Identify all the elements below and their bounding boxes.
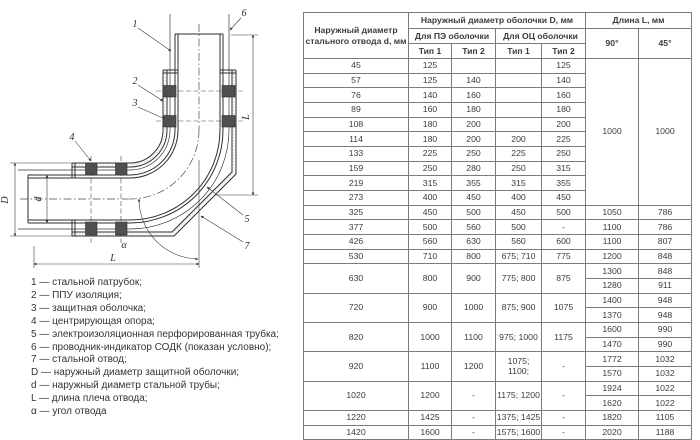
table-cell-oc1 [496,59,542,74]
table-cell-oc2: 875 [542,264,586,293]
table-cell-d: 45 [304,59,409,74]
legend-item: 6 — проводник-индикатор СОДК (показан условно); [31,341,272,353]
table-cell-oc1: 875; 900 [496,293,542,322]
table-cell-d: 325 [304,205,409,220]
table-cell-oc1 [496,73,542,88]
table-cell-pe1: 140 [409,88,452,103]
table-cell-pe2: 560 [452,220,496,235]
table-cell-oc2: 315 [542,161,586,176]
table-cell-pe2: 900 [452,264,496,293]
table-row [304,59,692,74]
table-cell-oc1: 315 [496,176,542,191]
table-cell-d: 820 [304,323,409,352]
header-row [304,13,692,29]
elbow-drawing [0,0,303,276]
table-cell-pe1: 560 [409,235,452,250]
dim-label-d: d [33,196,44,202]
table-cell-oc1: 1175; 1200 [496,381,542,410]
table-cell-pe1: 400 [409,191,452,206]
table-cell-l45: 911 [639,279,692,294]
table-row [304,352,692,367]
table-cell-l45: 848 [639,264,692,279]
table-cell-oc1: 250 [496,161,542,176]
table-cell-pe1: 900 [409,293,452,322]
table-cell-pe2: 140 [452,73,496,88]
header-cell-group-L: Длина L, мм [586,13,692,29]
table-cell-l45: 948 [639,293,692,308]
table-row [304,425,692,440]
table-cell-d: 133 [304,147,409,162]
table-cell-pe2: 200 [452,132,496,147]
table-cell-pe2: 450 [452,191,496,206]
table-cell-oc2: - [542,381,586,410]
table-cell-oc1 [496,88,542,103]
table-cell-pe2: 800 [452,249,496,264]
table-cell-pe2: 180 [452,103,496,118]
diagram-legend [31,277,301,419]
legend-item: 5 — электроизоляционная перфорированная трубка; [31,328,279,340]
legend-item: L — длина плеча отвода; [31,393,148,405]
table-cell-d: 920 [304,352,409,381]
table-cell-d: 273 [304,191,409,206]
table-cell-oc2: - [542,352,586,381]
table-cell-d: 57 [304,73,409,88]
table-row [304,323,692,338]
table-cell-d: 630 [304,264,409,293]
table-cell-l90: 1050 [586,205,639,220]
table-cell-d: 89 [304,103,409,118]
table-cell-pe2: - [452,411,496,426]
header-cell-type2: Тип 2 [542,44,586,59]
table-cell-oc2: 225 [542,132,586,147]
callout-label-7: 7 [244,241,250,252]
table-cell-l90: 1300 [586,264,639,279]
table-cell-pe1: 1600 [409,425,452,440]
header-cell-90: 90° [586,29,639,59]
table-cell-oc2: - [542,220,586,235]
table-cell-l45: 807 [639,235,692,250]
table-cell-d: 720 [304,293,409,322]
table-cell-oc1 [496,117,542,132]
table-cell-pe1: 160 [409,103,452,118]
table-row [304,381,692,396]
table-cell-l45: 1105 [639,411,692,426]
table-cell-pe2: 1100 [452,323,496,352]
table-cell-oc2: 160 [542,88,586,103]
table-cell-oc2: 180 [542,103,586,118]
table-cell-l45: 1032 [639,367,692,382]
centerlines [20,24,243,268]
callout-label-2: 2 [132,76,138,87]
table-cell-pe1: 1000 [409,323,452,352]
table-cell-pe2: 355 [452,176,496,191]
table-cell-pe1: 500 [409,220,452,235]
table-cell-d: 530 [304,249,409,264]
table-cell-pe1: 800 [409,264,452,293]
legend-item: d — наружный диаметр стальной трубы; [31,380,220,392]
table-cell-l90: 1370 [586,308,639,323]
table-cell-pe1: 1200 [409,381,452,410]
header-cell-oc: Для ОЦ оболочки [496,29,586,44]
table-cell-l90: 1470 [586,337,639,352]
table-row [304,411,692,426]
table-cell-d: 159 [304,161,409,176]
header-cell-type1: Тип 1 [496,44,542,59]
table-cell-d: 108 [304,117,409,132]
callout-label-4: 4 [69,132,75,143]
table-cell-oc1: 775; 800 [496,264,542,293]
callout-label-6: 6 [241,8,247,19]
table-cell-oc2: 1075 [542,293,586,322]
table-cell-oc1: 975; 1000 [496,323,542,352]
table-cell-pe2 [452,59,496,74]
table-cell-oc1 [496,103,542,118]
table-cell-d: 1220 [304,411,409,426]
legend-item: 2 — ППУ изоляция; [31,289,122,301]
table-cell-oc1: 1375; 1425 [496,411,542,426]
dim-label-alpha: α [121,240,127,251]
table-cell-l45: 1000 [639,59,692,206]
table-cell-l45: 990 [639,323,692,338]
legend-item: 4 — центрирующая опора; [31,315,155,327]
table-cell-oc1: 560 [496,235,542,250]
table-cell-l90: 1620 [586,396,639,411]
table-cell-oc1: 200 [496,132,542,147]
table-cell-l90: 1100 [586,235,639,250]
header-cell-pe: Для ПЭ оболочки [409,29,496,44]
table-cell-d: 1420 [304,425,409,440]
table-cell-oc2: 140 [542,73,586,88]
table-cell-l45: 1022 [639,381,692,396]
table-cell-l45: 1188 [639,425,692,440]
table-cell-l90: 1200 [586,249,639,264]
table-cell-pe1: 710 [409,249,452,264]
legend-item: 1 — стальной патрубок; [31,277,142,288]
table-cell-pe2: 500 [452,205,496,220]
table-header [304,13,692,59]
table-row [304,235,692,250]
table-cell-pe1: 315 [409,176,452,191]
table-cell-pe2: 250 [452,147,496,162]
table-cell-pe2: - [452,425,496,440]
table-row [304,293,692,308]
table-cell-l45: 948 [639,308,692,323]
table-cell-oc2: 1175 [542,323,586,352]
callout-label-3: 3 [132,98,138,109]
header-cell-group-D: Наружный диаметр оболочки D, мм [409,13,586,29]
table-cell-d: 1020 [304,381,409,410]
table-body [304,59,692,440]
steel-pipe-outline [28,34,223,223]
table-cell-l90: 1772 [586,352,639,367]
table-cell-l90: 1820 [586,411,639,426]
table-cell-pe1: 1100 [409,352,452,381]
table-cell-pe2: 1000 [452,293,496,322]
callout-label-1: 1 [132,19,138,30]
table-cell-pe2: 630 [452,235,496,250]
table-cell-l90: 2020 [586,425,639,440]
table-cell-oc1: 675; 710 [496,249,542,264]
table-cell-l45: 848 [639,249,692,264]
table-cell-oc2: 450 [542,191,586,206]
table-cell-pe1: 180 [409,117,452,132]
table-cell-pe1: 1425 [409,411,452,426]
table-cell-pe1: 180 [409,132,452,147]
table-row [304,205,692,220]
table-cell-d: 219 [304,176,409,191]
table-cell-oc1: 450 [496,205,542,220]
table-cell-pe2: 280 [452,161,496,176]
table-cell-pe1: 125 [409,59,452,74]
table-cell-d: 114 [304,132,409,147]
table-cell-d: 377 [304,220,409,235]
dimensions-table [303,12,692,440]
dim-label-D: D [0,196,11,204]
table-cell-l90: 1280 [586,279,639,294]
centering-supports [86,86,236,236]
table-cell-oc2: 600 [542,235,586,250]
table-cell-oc1: 500 [496,220,542,235]
table-cell-oc2: - [542,425,586,440]
table-cell-oc2: 775 [542,249,586,264]
table-cell-oc1: 400 [496,191,542,206]
dim-label-L-horizontal: L [110,253,116,264]
legend-item: 7 — стальной отвод; [31,354,127,366]
header-cell-d: Наружный диаметр стального отвода d, мм [304,13,409,59]
table-cell-pe1: 225 [409,147,452,162]
table-cell-pe2: 160 [452,88,496,103]
table-cell-pe2: 1200 [452,352,496,381]
legend-item: 3 — защитная оболочка; [31,302,146,314]
table-row [304,220,692,235]
legend-item: α — угол отвода [31,406,107,418]
table-cell-d: 76 [304,88,409,103]
table-cell-l45: 990 [639,337,692,352]
table-cell-oc2: 125 [542,59,586,74]
table-cell-d: 426 [304,235,409,250]
table-cell-oc2: - [542,411,586,426]
table-cell-l90: 1100 [586,220,639,235]
table-cell-l90: 1924 [586,381,639,396]
table-cell-oc2: 200 [542,117,586,132]
header-cell-type1: Тип 1 [409,44,452,59]
table-cell-oc2: 355 [542,176,586,191]
table-cell-oc2: 500 [542,205,586,220]
table-row [304,264,692,279]
header-cell-type2: Тип 2 [452,44,496,59]
legend-item: D — наружный диаметр защитной оболочки; [31,367,240,379]
table-cell-oc1: 1075; 1100; [496,352,542,381]
table-cell-pe1: 125 [409,73,452,88]
sodk-wires [18,14,229,229]
table-cell-l90: 1570 [586,367,639,382]
table-cell-l90: 1600 [586,323,639,338]
table-cell-oc1: 1575; 1600 [496,425,542,440]
table-row [304,249,692,264]
table-cell-l45: 1032 [639,352,692,367]
table-cell-oc2: 250 [542,147,586,162]
header-cell-45: 45° [639,29,692,59]
table-cell-l90: 1000 [586,59,639,206]
table-cell-l90: 1400 [586,293,639,308]
table-cell-l45: 786 [639,205,692,220]
callout-label-5: 5 [244,214,250,225]
table-cell-pe2: 200 [452,117,496,132]
dim-label-L-vertical: L [241,114,252,120]
table-cell-l45: 1022 [639,396,692,411]
table-cell-oc1: 225 [496,147,542,162]
table-cell-pe1: 250 [409,161,452,176]
table-cell-l45: 786 [639,220,692,235]
table-cell-pe1: 450 [409,205,452,220]
callout-leaders [75,18,243,242]
table-cell-pe2: - [452,381,496,410]
